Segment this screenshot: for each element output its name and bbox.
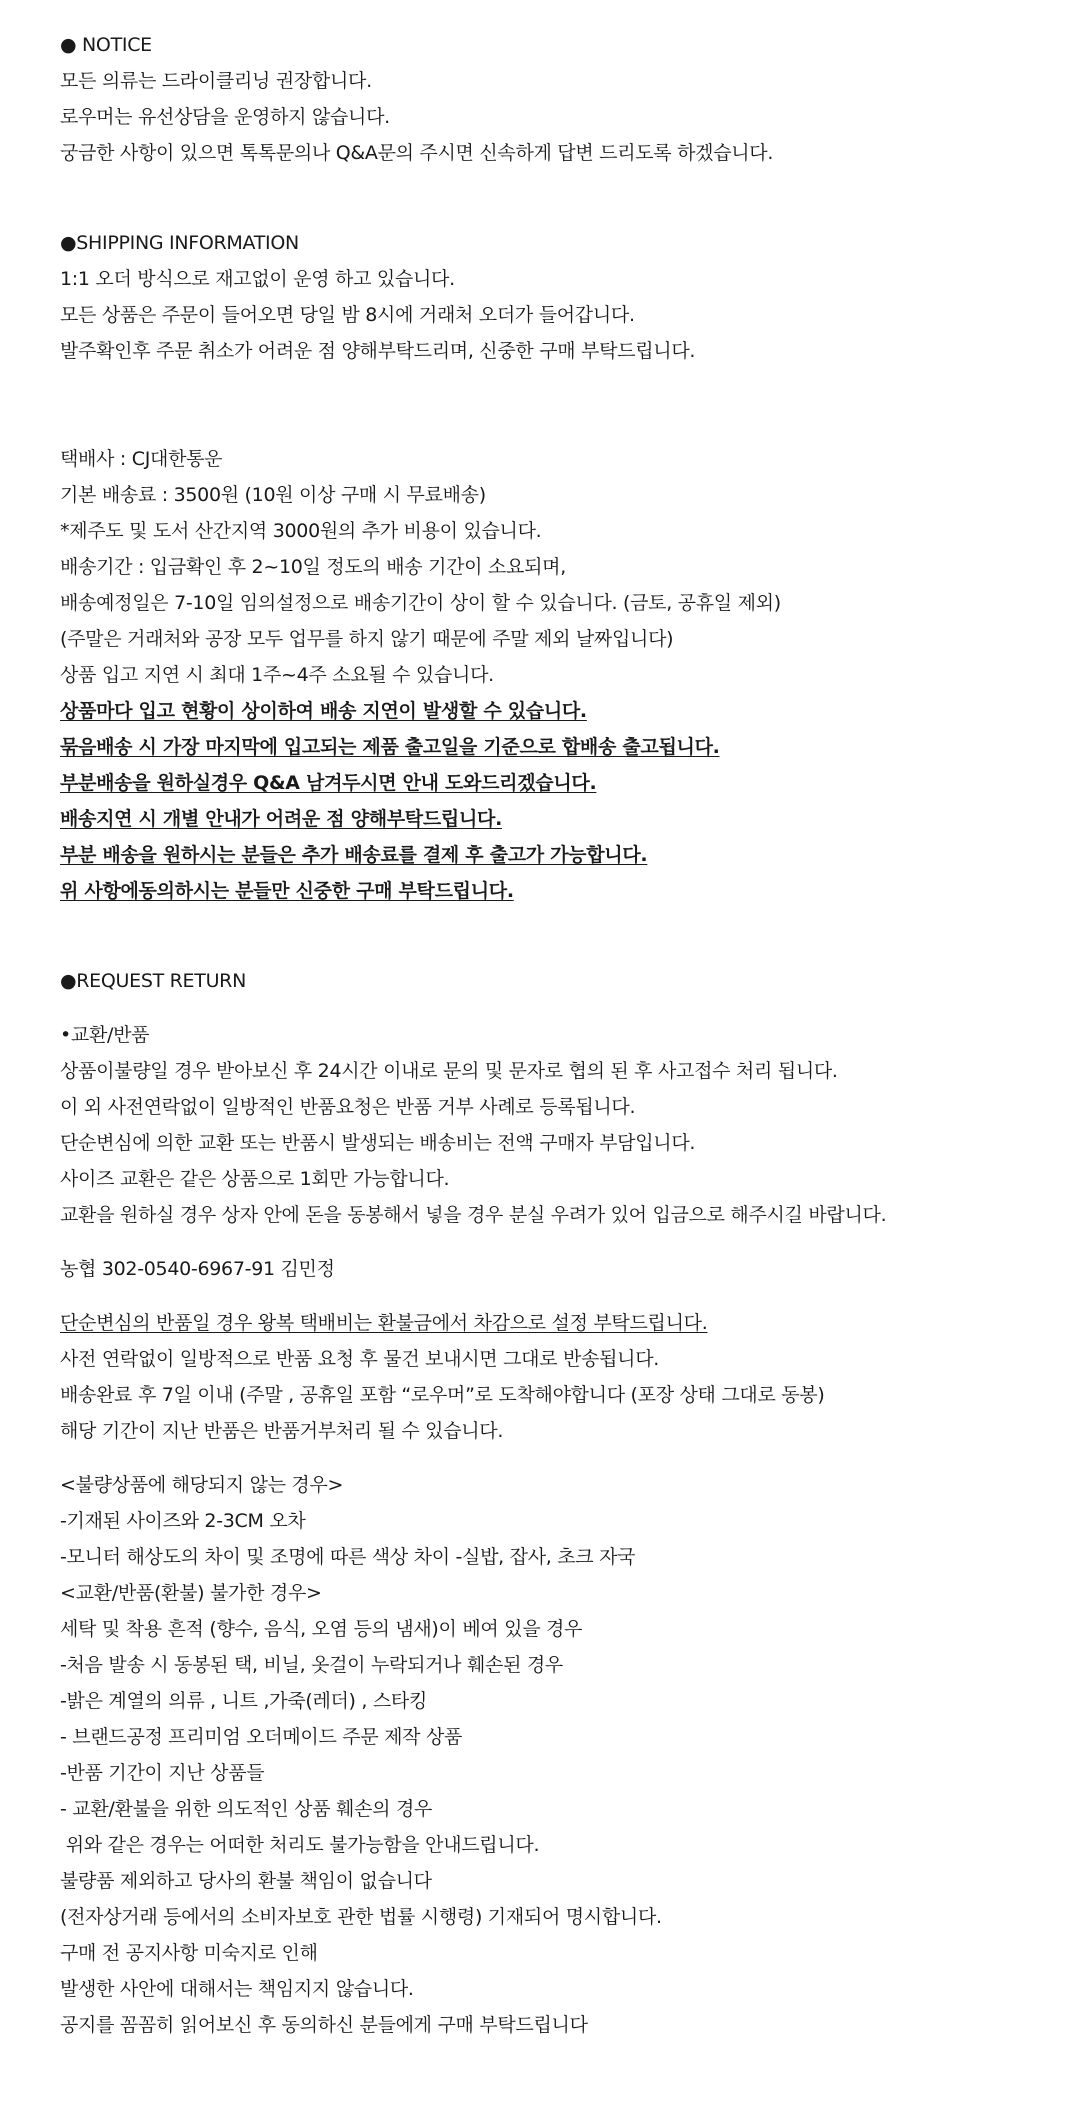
- notice-heading: ● NOTICE: [60, 34, 152, 56]
- return-line: 이 외 사전연락없이 일방적인 반품요청은 반품 거부 사례로 등록됩니다.: [60, 1096, 636, 1118]
- delivery-emphasis-line: 부분 배송을 원하시는 분들은 추가 배송료를 결제 후 출고가 가능합니다.: [60, 844, 648, 866]
- return-line: 상품이불량일 경우 받아보신 후 24시간 이내로 문의 및 문자로 협의 된 후 사고접수 처리 됩니다.: [60, 1060, 838, 1082]
- spacer: [60, 1449, 1060, 1467]
- shipping-info-line: 모든 상품은 주문이 들어오면 당일 밤 8시에 거래처 오더가 들어갑니다.: [60, 304, 635, 326]
- delivery-line: *제주도 및 도서 산간지역 3000원의 추가 비용이 있습니다.: [60, 520, 542, 542]
- return-underlined-note: 단순변심의 반품일 경우 왕복 택배비는 환불금에서 차감으로 설정 부탁드립니다.: [60, 1312, 708, 1334]
- return-line: 해당 기간이 지난 반품은 반품거부처리 될 수 있습니다.: [60, 1420, 504, 1442]
- return-heading: ●REQUEST RETURN: [60, 970, 246, 992]
- return-line: 단순변심에 의한 교환 또는 반품시 발생되는 배송비는 전액 구매자 부담입니다.: [60, 1132, 696, 1154]
- delivery-line: 기본 배송료 : 3500원 (10원 이상 구매 시 무료배송): [60, 484, 486, 506]
- notice-section: [60, 27, 1060, 171]
- return-condition-line: 위와 같은 경우는 어떠한 처리도 불가능함을 안내드립니다.: [60, 1834, 540, 1856]
- return-section: [60, 963, 1060, 999]
- return-condition-line: (전자상거래 등에서의 소비자보호 관한 법률 시행령) 기재되어 명시합니다.: [60, 1906, 662, 1928]
- return-condition-line: -처음 발송 시 동봉된 택, 비닐, 옷걸이 누락되거나 훼손된 경우: [60, 1654, 563, 1676]
- delivery-emphasis-line: 부분배송을 원하실경우 Q&A 남겨두시면 안내 도와드리겠습니다.: [60, 772, 597, 794]
- bank-account: 농협 302-0540-6967-91 김민정: [60, 1258, 335, 1280]
- delivery-emphasis-line: 상품마다 입고 현황이 상이하여 배송 지연이 발생할 수 있습니다.: [60, 700, 587, 722]
- delivery-line: 택배사 : CJ대한통운: [60, 448, 223, 470]
- return-condition-line: -반품 기간이 지난 상품들: [60, 1762, 265, 1784]
- return-condition-line: -밝은 계열의 의류 , 니트 ,가죽(레더) , 스타킹: [60, 1690, 428, 1712]
- return-condition-line: 세탁 및 착용 흔적 (향수, 음식, 오염 등의 냄새)이 베여 있을 경우: [60, 1618, 583, 1640]
- return-line: 배송완료 후 7일 이내 (주말 , 공휴일 포함 “로우머”로 도착해야합니다 (포장 상태 그대로 동봉): [60, 1384, 825, 1406]
- return-condition-line: - 교환/환불을 위한 의도적인 상품 훼손의 경우: [60, 1798, 433, 1820]
- delivery-emphasis-line: 묶음배송 시 가장 마지막에 입고되는 제품 출고일을 기준으로 합배송 출고됩니다.: [60, 736, 720, 758]
- shipping-info-line: 발주확인후 주문 취소가 어려운 점 양해부탁드리며, 신중한 구매 부탁드립니다.: [60, 340, 696, 362]
- delivery-line: (주말은 거래처와 공장 모두 업무를 하지 않기 때문에 주말 제외 날짜입니다): [60, 628, 674, 650]
- notice-line: 모든 의류는 드라이클리닝 권장합니다.: [60, 70, 372, 92]
- spacer: [60, 1233, 1060, 1251]
- shipping-info-line: 1:1 오더 방식으로 재고없이 운영 하고 있습니다.: [60, 268, 455, 290]
- return-line: 교환을 원하실 경우 상자 안에 돈을 동봉해서 넣을 경우 분실 우려가 있어 입금으로 해주시길 바랍니다.: [60, 1204, 887, 1226]
- return-line: 사전 연락없이 일방적으로 반품 요청 후 물건 보내시면 그대로 반송됩니다.: [60, 1348, 660, 1370]
- delivery-line: 상품 입고 지연 시 최대 1주~4주 소요될 수 있습니다.: [60, 664, 494, 686]
- return-condition-line: 불량품 제외하고 당사의 환불 책임이 없습니다: [60, 1870, 432, 1892]
- return-condition-line: -기재된 사이즈와 2-3CM 오차: [60, 1510, 306, 1532]
- shipping-info-section: [60, 225, 1060, 369]
- shipping-info-heading: ●SHIPPING INFORMATION: [60, 232, 299, 254]
- delivery-section: [60, 441, 1060, 909]
- return-condition-line: - 브랜드공정 프리미엄 오더메이드 주문 제작 상품: [60, 1726, 463, 1748]
- return-details: [60, 1017, 1060, 2043]
- notice-line: 로우머는 유선상담을 운영하지 않습니다.: [60, 106, 390, 128]
- delivery-emphasis-line: 위 사항에동의하시는 분들만 신중한 구매 부탁드립니다.: [60, 880, 514, 902]
- return-condition-line: <교환/반품(환불) 불가한 경우>: [60, 1582, 322, 1604]
- return-condition-line: -모니터 해상도의 차이 및 조명에 따른 색상 차이 -실밥, 잡사, 초크 자국: [60, 1546, 636, 1568]
- return-line: 사이즈 교환은 같은 상품으로 1회만 가능합니다.: [60, 1168, 450, 1190]
- spacer: [60, 1287, 1060, 1305]
- return-subheading: •교환/반품: [60, 1024, 150, 1046]
- return-condition-line: <불량상품에 해당되지 않는 경우>: [60, 1474, 344, 1496]
- notice-line: 궁금한 사항이 있으면 톡톡문의나 Q&A문의 주시면 신속하게 답변 드리도록 하겠습니다.: [60, 142, 774, 164]
- delivery-line: 배송예정일은 7-10일 임의설정으로 배송기간이 상이 할 수 있습니다. (금토, 공휴일 제외): [60, 592, 781, 614]
- delivery-emphasis-line: 배송지연 시 개별 안내가 어려운 점 양해부탁드립니다.: [60, 808, 502, 830]
- delivery-line: 배송기간 : 입금확인 후 2~10일 정도의 배송 기간이 소요되며,: [60, 556, 566, 578]
- return-condition-line: 공지를 꼼꼼히 읽어보신 후 동의하신 분들에게 구매 부탁드립니다: [60, 2014, 588, 2036]
- return-condition-line: 구매 전 공지사항 미숙지로 인해: [60, 1942, 318, 1964]
- return-condition-line: 발생한 사안에 대해서는 책임지지 않습니다.: [60, 1978, 414, 2000]
